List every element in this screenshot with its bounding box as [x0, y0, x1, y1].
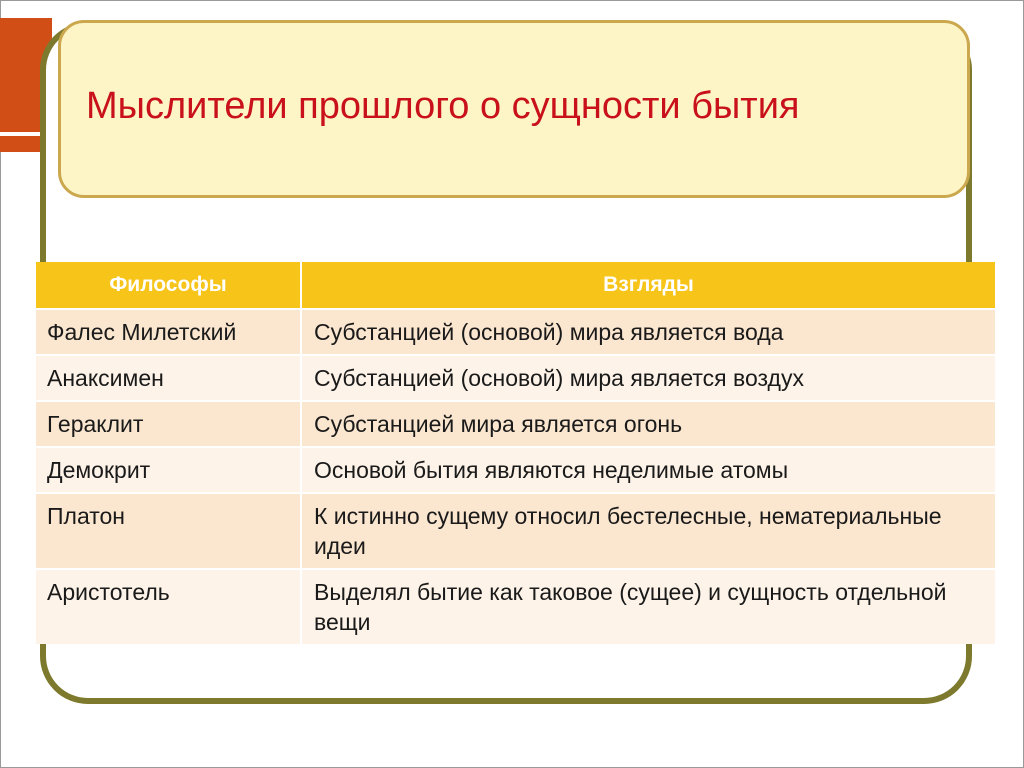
philosopher-cell: Анаксимен [36, 355, 301, 401]
table-header-row [36, 262, 996, 309]
philosopher-cell: Гераклит [36, 401, 301, 447]
header-philosophers: Философы [36, 262, 301, 309]
table-row [36, 493, 996, 569]
philosopher-cell: Демокрит [36, 447, 301, 493]
view-cell: Субстанцией (основой) мира является воздух [301, 355, 996, 401]
header-views: Взгляды [301, 262, 996, 309]
view-cell: Основой бытия являются неделимые атомы [301, 447, 996, 493]
table-row [36, 355, 996, 401]
view-cell: Выделял бытие как таковое (сущее) и сущность отдельной вещи [301, 569, 996, 644]
slide-title: Мыслители прошлого о сущности бытия [86, 85, 800, 127]
philosophers-table [36, 262, 997, 644]
philosopher-cell: Аристотель [36, 569, 301, 644]
philosopher-cell: Платон [36, 493, 301, 569]
table-row [36, 401, 996, 447]
table-row [36, 309, 996, 355]
view-cell: Субстанцией мира является огонь [301, 401, 996, 447]
table-container [36, 262, 996, 644]
view-cell: К истинно сущему относил бестелесные, нематериальные идеи [301, 493, 996, 569]
view-cell: Субстанцией (основой) мира является вода [301, 309, 996, 355]
table-row [36, 569, 996, 644]
table-row [36, 447, 996, 493]
philosopher-cell: Фалес Милетский [36, 309, 301, 355]
